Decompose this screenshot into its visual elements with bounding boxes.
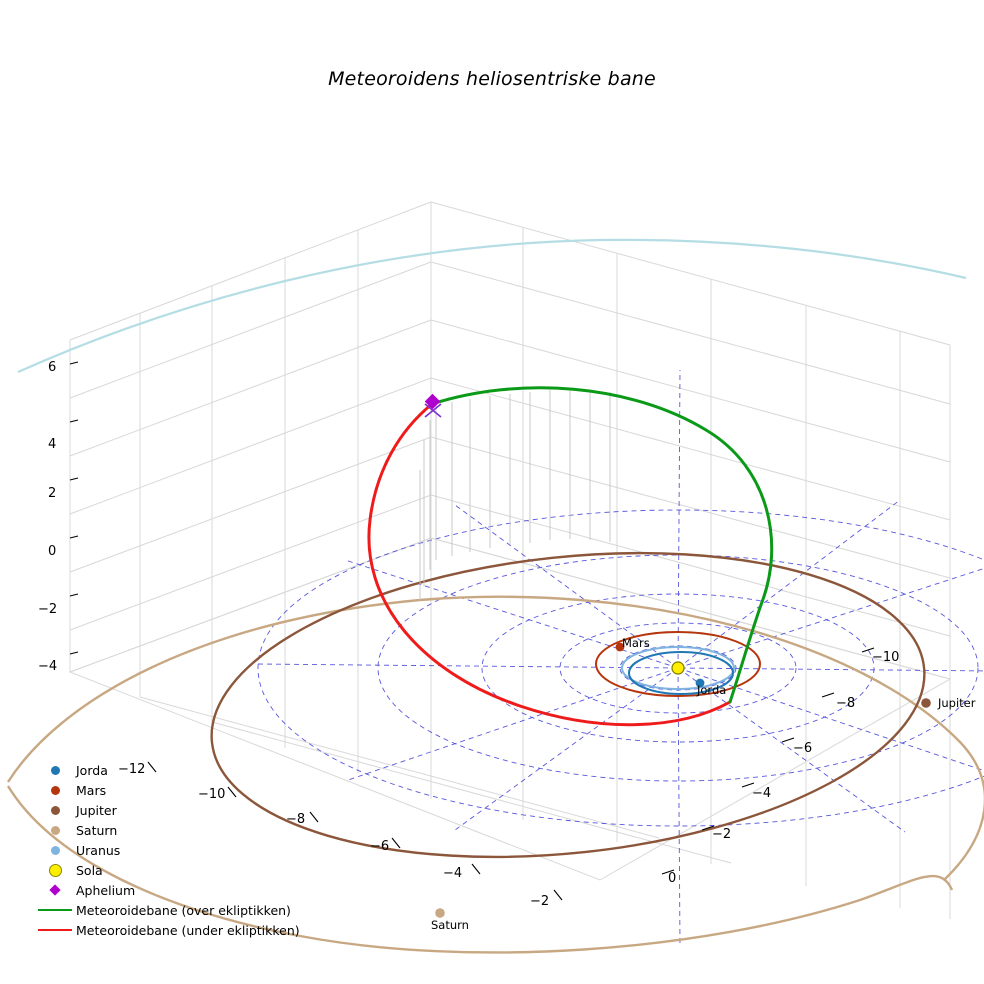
legend-item-meteoroid-below <box>34 920 324 940</box>
legend-marker-line-icon <box>34 909 76 911</box>
legend-marker-dot-icon <box>34 864 76 877</box>
legend-marker-dot-icon <box>34 766 76 775</box>
legend-item-mars <box>34 780 324 800</box>
tick-label: −8 <box>836 696 856 711</box>
jupiter-marker <box>921 698 931 708</box>
tick-label: −10 <box>872 650 900 665</box>
annotation-jupiter: Jupiter <box>938 696 976 710</box>
legend-item-saturn <box>34 820 324 840</box>
legend-label: Jupiter <box>76 802 117 818</box>
tick-label: −2 <box>38 602 58 617</box>
tick-label: −12 <box>118 762 146 777</box>
page-title: Meteoroidens heliosentriske bane <box>328 68 656 90</box>
tick-label: −8 <box>286 812 306 827</box>
tick-label: 2 <box>48 486 57 501</box>
tick-label: −6 <box>370 839 390 854</box>
legend-label: Uranus <box>76 842 121 858</box>
legend-label: Meteoroidebane (over ekliptikken) <box>76 902 291 918</box>
legend-marker-dot-icon <box>34 826 76 835</box>
meteoroid-drop-lines <box>420 389 610 600</box>
legend <box>34 760 324 940</box>
tick-label: −4 <box>752 786 772 801</box>
legend-label: Saturn <box>76 822 118 838</box>
tick-label: 6 <box>48 360 57 375</box>
annotation-mars: Mars <box>622 636 650 650</box>
tick-label: −2 <box>530 894 550 909</box>
tick-label: −2 <box>712 827 732 842</box>
legend-label: Jorda <box>76 762 108 778</box>
sun-marker <box>672 662 684 674</box>
tick-label: −10 <box>198 787 226 802</box>
aphelion-marker <box>425 394 441 417</box>
annotation-jorda: Jorda <box>697 683 727 697</box>
legend-item-aphelium <box>34 880 324 900</box>
saturn-marker <box>435 908 445 918</box>
tick-label: 4 <box>48 437 57 452</box>
legend-label: Mars <box>76 782 107 798</box>
meteoroid-orbit-below <box>369 404 730 725</box>
tick-label: −4 <box>38 659 58 674</box>
legend-item-meteoroid-above <box>34 900 324 920</box>
legend-marker-diamond-icon <box>34 886 76 894</box>
legend-item-jupiter <box>34 800 324 820</box>
tick-label: −6 <box>793 741 813 756</box>
legend-item-jorda <box>34 760 324 780</box>
legend-label: Meteoroidebane (under ekliptikken) <box>76 922 300 938</box>
legend-item-sola <box>34 860 324 880</box>
tick-label: 0 <box>48 544 57 559</box>
tick-label: 0 <box>668 871 677 886</box>
legend-item-uranus <box>34 840 324 860</box>
legend-label: Aphelium <box>76 882 136 898</box>
legend-marker-dot-icon <box>34 806 76 815</box>
body-markers <box>435 643 931 918</box>
legend-marker-line-icon <box>34 929 76 931</box>
legend-marker-dot-icon <box>34 786 76 795</box>
legend-marker-dot-icon <box>34 846 76 855</box>
annotation-saturn: Saturn <box>431 918 469 932</box>
legend-label: Sola <box>76 862 103 878</box>
tick-label: −4 <box>443 866 463 881</box>
